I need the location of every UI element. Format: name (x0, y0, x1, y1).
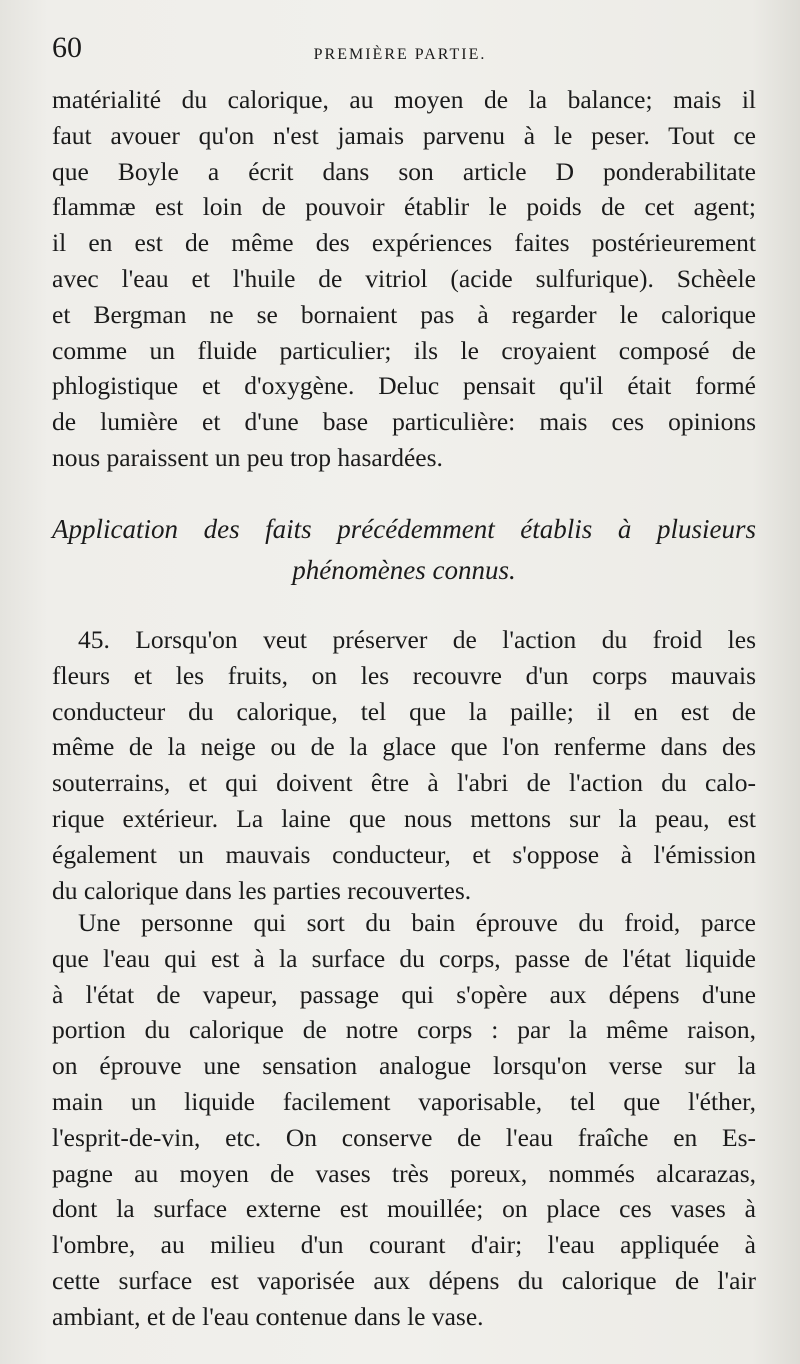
text-line: de lumière et d'une base particulière: mais ces opinions (52, 407, 756, 437)
text-line: conducteur du calorique, tel que la paille; il en est de (52, 696, 756, 726)
text-line: que Boyle a écrit dans son article D ponderabilitate (52, 156, 756, 186)
text-line: également un mauvais conducteur, et s'oppose à l'émission (52, 839, 756, 869)
text-line: l'esprit-de-vin, etc. On conserve de l'eau fraîche en Es- (52, 1122, 756, 1152)
text-line: que l'eau qui est à la surface du corps, passe de l'état liquide (52, 943, 756, 973)
text-line: phlogistique et d'oxygène. Deluc pensait qu'il était formé (52, 371, 756, 401)
text-line: main un liquide facilement vaporisable, tel que l'éther, (52, 1086, 756, 1116)
text-line: l'ombre, au milieu d'un courant d'air; l'eau appliquée à (52, 1230, 756, 1260)
paragraph-45-insulation (52, 622, 756, 908)
text-line: du calorique dans les parties recouvertes. (52, 875, 472, 905)
text-line: Une personne qui sort du bain éprouve du froid, parce (78, 908, 756, 937)
text-line: avec l'eau et l'huile de vitriol (acide sulfurique). Schèele (52, 263, 756, 293)
text-line: ambiant, et de l'eau contenue dans le vase. (52, 1301, 484, 1331)
text-line: même de la neige ou de la glace que l'on renferme dans des (52, 732, 756, 762)
paragraph-evaporation (52, 905, 756, 1335)
text-line: comme un fluide particulier; ils le croyaient composé de (52, 335, 756, 365)
text-line: pagne au moyen de vases très poreux, nommés alcarazas, (52, 1158, 756, 1188)
text-line: on éprouve une sensation analogue lorsqu'on verse sur la (52, 1051, 756, 1081)
text-line: fleurs et les fruits, on les recouvre d'un corps mauvais (52, 660, 756, 690)
text-line: matérialité du calorique, au moyen de la balance; mais il (52, 85, 756, 114)
text-line: souterrains, et qui doivent être à l'abri de l'action du calo- (52, 768, 756, 798)
text-line: flammæ est loin de pouvoir établir le poids de cet agent; (52, 192, 756, 222)
running-head: PREMIÈRE PARTIE. (313, 46, 487, 63)
text-line: 45. Lorsqu'on veut préserver de l'action du froid les (78, 625, 756, 654)
text-line: à l'état de vapeur, passage qui s'opère aux dépens d'une (52, 979, 756, 1009)
text-line: portion du calorique de notre corps : par la même raison, (52, 1015, 756, 1045)
page-number: 60 (52, 31, 82, 64)
text-line: et Bergman ne se bornaient pas à regarder le calorique (52, 299, 756, 329)
text-line: dont la surface externe est mouillée; on place ces vases à (52, 1194, 756, 1224)
paragraph-calorique-theories (52, 82, 756, 476)
text-line: rique extérieur. La laine que nous mettons sur la peau, est (52, 803, 756, 833)
text-line: il en est de même des expériences faites postérieurement (52, 228, 756, 258)
text-line: faut avouer qu'on n'est jamais parvenu à le peser. Tout ce (52, 120, 756, 150)
text-line: nous paraissent un peu trop hasardées. (52, 442, 443, 472)
section-heading-line-2: phénomènes connus. (292, 555, 516, 585)
text-line: cette surface est vaporisée aux dépens du calorique de l'air (52, 1265, 756, 1295)
section-heading-line-1: Application des faits précédemment établis à plusieurs (52, 514, 756, 544)
